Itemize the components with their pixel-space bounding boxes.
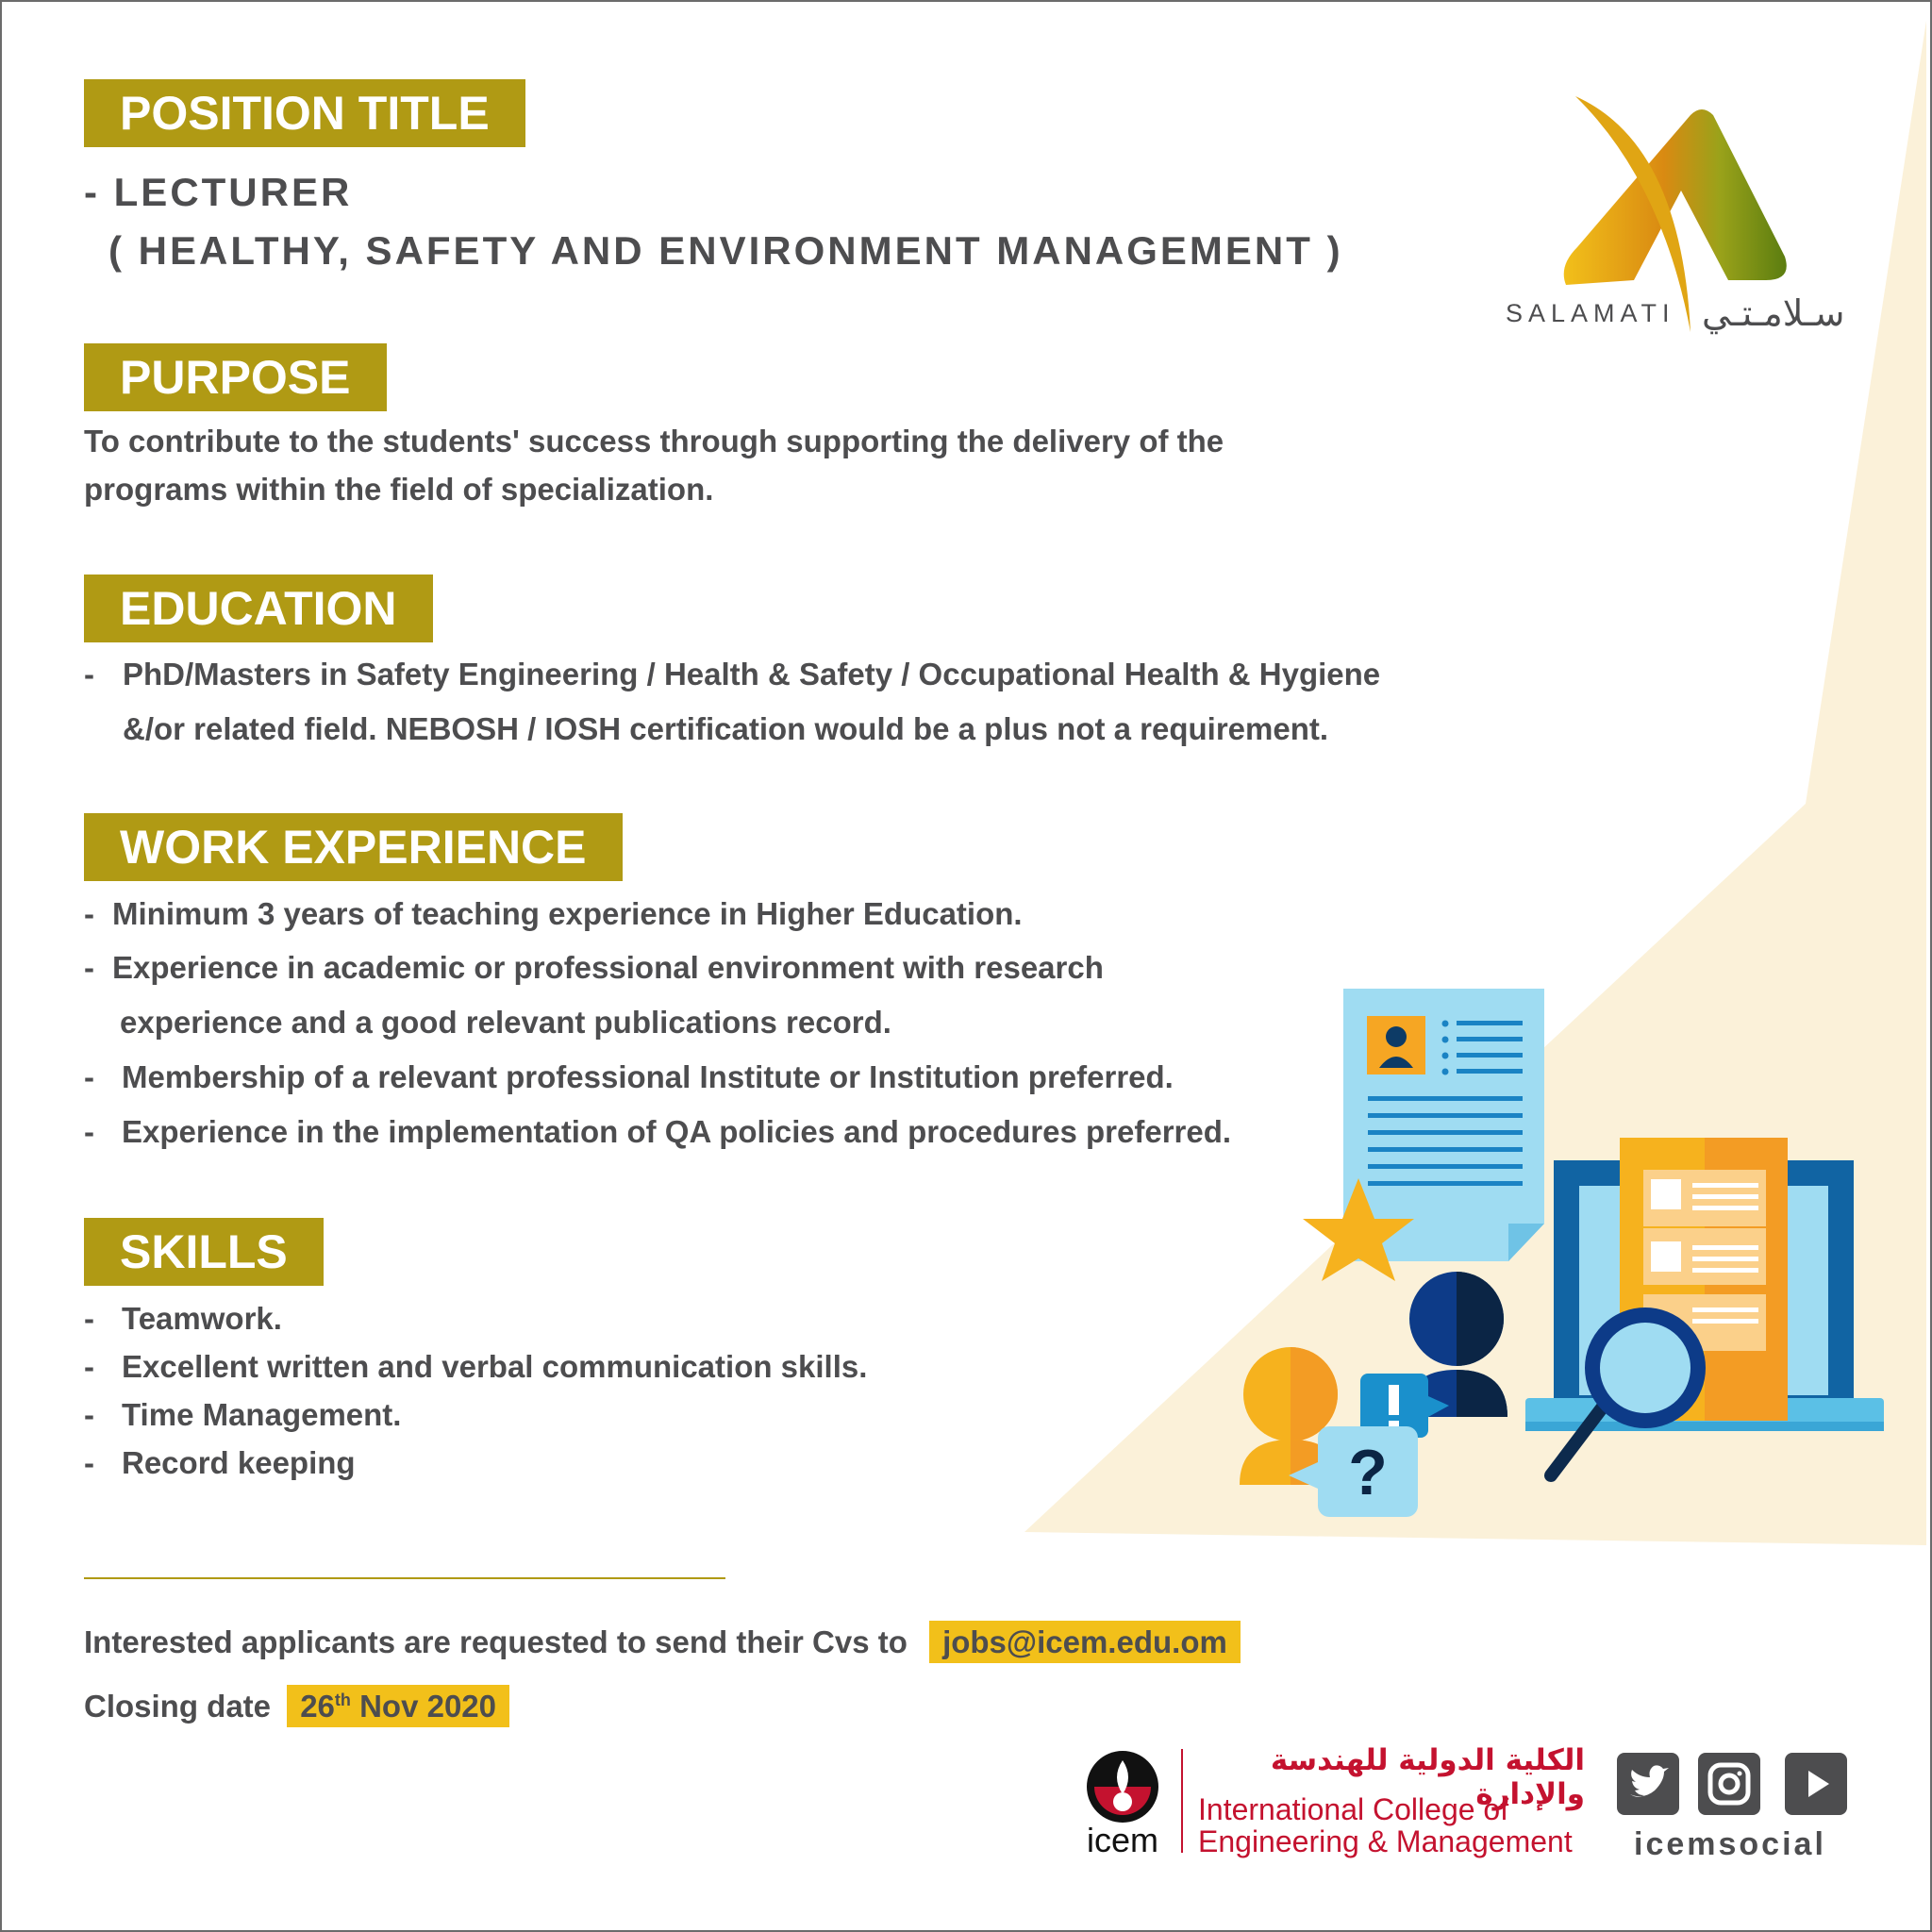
work-item-3: Membership of a relevant professional Institute or Institution preferred. — [122, 1059, 1174, 1094]
closing-date-day: 26 — [300, 1689, 335, 1724]
skill-item-4: Record keeping — [122, 1445, 356, 1480]
closing-date-value — [287, 1685, 509, 1727]
position-title-line1: - LECTURER — [84, 170, 353, 214]
skill-dash-3: - — [84, 1397, 94, 1432]
closing-date-suffix: th — [334, 1690, 351, 1709]
work-dash-4: - — [84, 1114, 94, 1149]
work-dash-2: - — [84, 950, 94, 985]
apply-email-link[interactable]: jobs@icem.edu.om — [929, 1621, 1241, 1663]
icem-wordmark: icem — [1087, 1821, 1159, 1859]
section-divider — [84, 1577, 725, 1579]
skill-dash-1: - — [84, 1301, 94, 1336]
college-name-arabic: الكلية الدولية للهندسة والإدارة — [1270, 1743, 1585, 1811]
closing-date-rest: Nov 2020 — [359, 1689, 497, 1724]
work-item-1: Minimum 3 years of teaching experience in Higher Education. — [112, 896, 1023, 931]
purpose-heading: PURPOSE — [84, 343, 387, 411]
position-title-line2: ( HEALTHY, SAFETY AND ENVIRONMENT MANAGEMENT ) — [108, 228, 1343, 273]
position-title-heading: POSITION TITLE — [84, 79, 525, 147]
education-line2: &/or related field. NEBOSH / IOSH certification would be a plus not a requirement. — [123, 711, 1329, 746]
education-line1: PhD/Masters in Safety Engineering / Health & Safety / Occupational Health & Hygiene — [123, 657, 1381, 691]
skills-heading: SKILLS — [84, 1218, 324, 1286]
salamati-wordmark: SALAMATI — [1506, 299, 1675, 327]
closing-date-label: Closing date — [84, 1689, 272, 1724]
work-item-2-cont: experience and a good relevant publications record. — [120, 1005, 891, 1040]
skill-dash-2: - — [84, 1349, 94, 1384]
purpose-line2: programs within the field of specialization. — [84, 472, 714, 507]
work-item-4: Experience in the implementation of QA policies and procedures preferred. — [122, 1114, 1232, 1149]
apply-text: Interested applicants are requested to send their Cvs to — [84, 1624, 908, 1659]
work-dash-3: - — [84, 1059, 94, 1094]
icem-emblem-icon — [1083, 1745, 1168, 1830]
skill-item-1: Teamwork. — [122, 1301, 282, 1336]
closing-date-row — [84, 1689, 509, 1724]
work-item-2: Experience in academic or professional environment with research — [112, 950, 1104, 985]
laptop-icon — [1525, 1138, 1884, 1431]
twitter-icon[interactable] — [1617, 1753, 1679, 1815]
social-handle: icemsocial — [1634, 1826, 1826, 1862]
salamati-arabic-wordmark: سـلامـتـي — [1702, 292, 1845, 334]
skill-item-2: Excellent written and verbal communication skills. — [122, 1349, 868, 1384]
college-name-en-line2: Engineering & Management — [1198, 1824, 1573, 1858]
education-dash: - — [84, 657, 94, 691]
instagram-icon[interactable] — [1698, 1753, 1760, 1815]
work-experience-heading: WORK EXPERIENCE — [84, 813, 623, 881]
skill-dash-4: - — [84, 1445, 94, 1480]
skill-item-3: Time Management. — [122, 1397, 402, 1432]
education-heading: EDUCATION — [84, 575, 433, 642]
work-dash-1: - — [84, 896, 94, 931]
apply-instruction — [84, 1624, 1241, 1660]
youtube-icon[interactable] — [1785, 1753, 1847, 1815]
college-name-en-line1: International College of — [1198, 1792, 1509, 1826]
footer-divider — [1181, 1749, 1183, 1853]
svg-text:?: ? — [1348, 1437, 1388, 1508]
purpose-line1: To contribute to the students' success through supporting the delivery of the — [84, 424, 1224, 458]
